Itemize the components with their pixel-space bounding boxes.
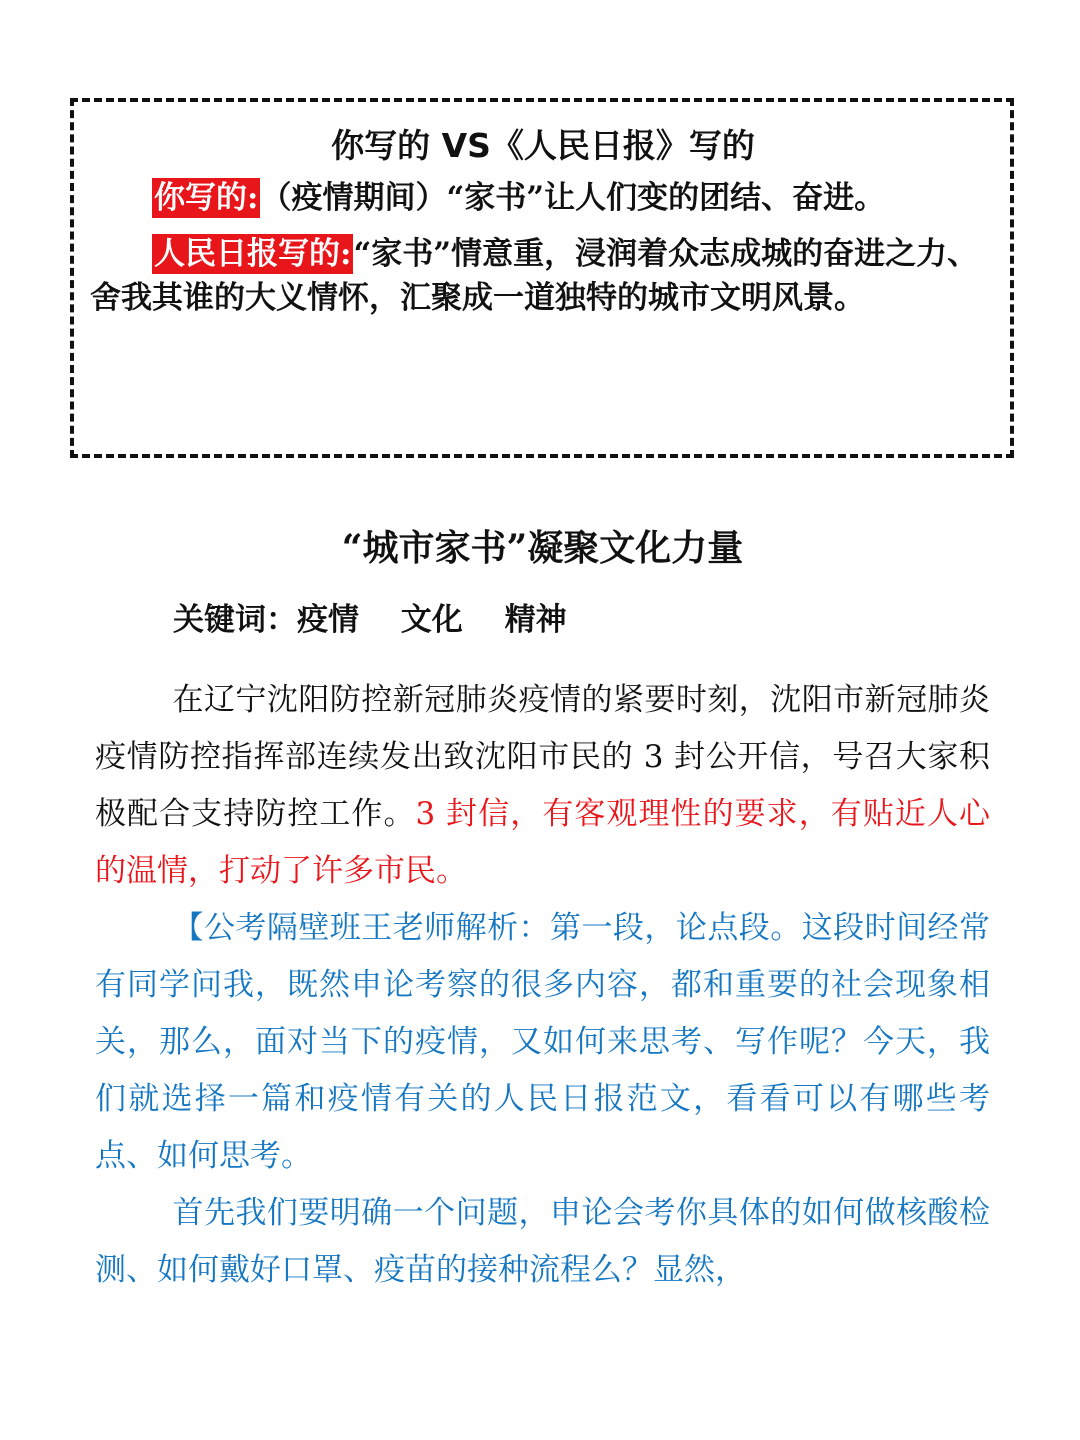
peoples-daily-text: “家书”情意重，浸润着众志成城的奋进之力、舍我其谁的大义情怀，汇聚成一道独特的城市文明风景。 [90,236,979,316]
keywords-line: 关键词：疫情 文化 精神 [173,602,567,638]
yours-text: （疫情期间）“家书”让人们变的团结、奋进。 [260,180,886,216]
analysis-paragraph-2: 首先我们要明确一个问题，申论会考你具体的如何做核酸检测、如何戴好口罩、疫苗的接种流程么？显然， [95,1195,990,1288]
comparison-box [70,98,1014,458]
article-title: “城市家书”凝聚文化力量 [341,527,744,569]
yours-paragraph [90,176,996,220]
yours-label: 你写的: [154,180,259,216]
paragraph-1-text: 在辽宁沈阳防控新冠肺炎疫情的紧要时刻，沈阳市新冠肺炎疫情防控指挥部连续发出致沈阳市民的 3 封公开信，号召大家积极配合支持防控工作。 [95,682,990,832]
article [95,518,990,1299]
peoples-daily-paragraph [90,232,996,320]
paragraph-1-highlight: 3 封信，有客观理性的要求，有贴近人心的温情，打动了许多市民。 [95,796,991,889]
article-paragraph-1 [95,672,990,900]
comparison-title: 你写的 VS《人民日报》写的 [331,126,755,165]
peoples-daily-label: 人民日报写的: [154,236,352,272]
analysis-paragraph-1: 【公考隔壁班王老师解析：第一段，论点段。这段时间经常有同学问我，既然申论考察的很多内容，都和重要的社会现象相关，那么，面对当下的疫情，又如何来思考、写作呢？今天，我们就选择一篇和疫情有关的人民日报范文，看看可以有哪些考点、如何思考。 [95,910,990,1174]
